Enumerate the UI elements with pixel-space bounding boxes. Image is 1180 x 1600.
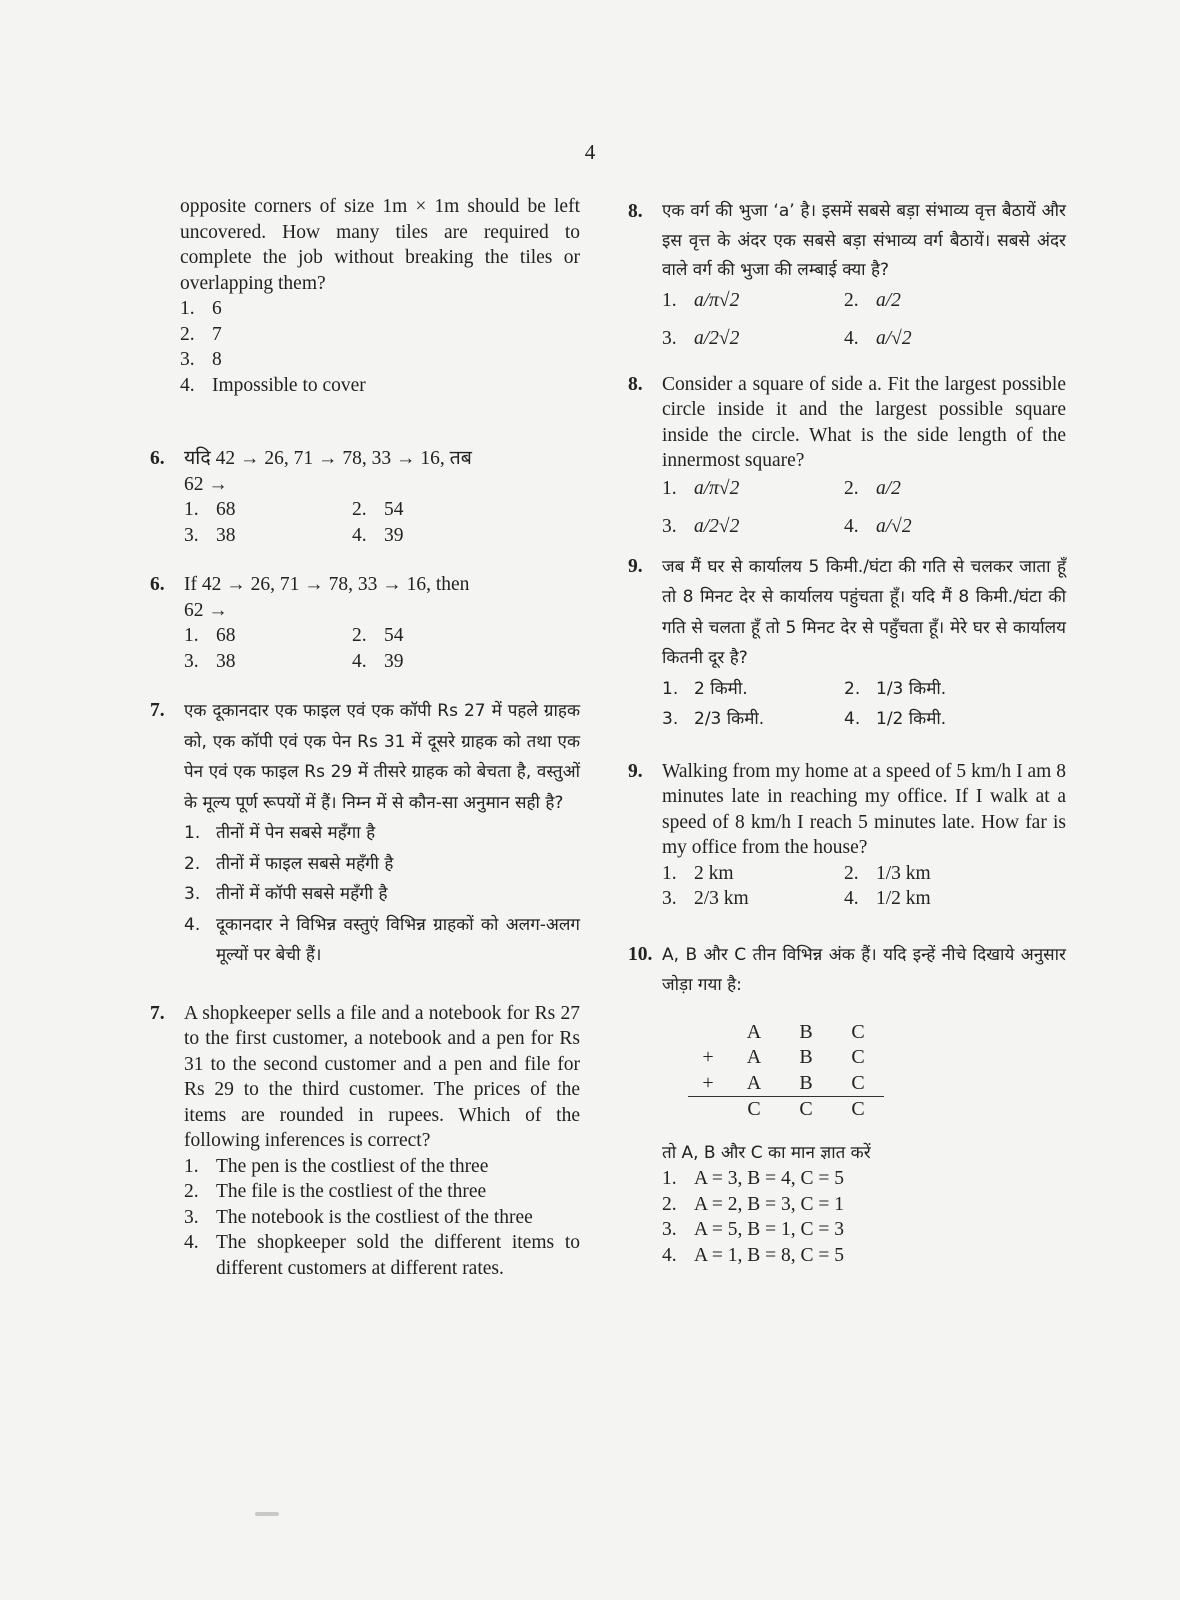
question-prompt: तो A, B और C का मान ज्ञात करें xyxy=(662,1142,871,1163)
option-text: 38 xyxy=(216,650,236,672)
digit-cell: C xyxy=(851,1020,865,1043)
sign-cell: + xyxy=(702,1046,714,1068)
option xyxy=(844,886,1026,912)
option-text: 68 xyxy=(216,625,236,646)
option-text: a/2√2 xyxy=(694,327,740,349)
option-number: 1. xyxy=(184,625,199,646)
option-text: a/2 xyxy=(876,477,901,499)
question-number: 10. xyxy=(628,943,653,965)
option xyxy=(180,347,580,373)
option-text: a/√2 xyxy=(876,327,912,349)
option xyxy=(662,1243,1066,1269)
option-text: The shopkeeper sold the different items to different customers at different rates. xyxy=(216,1232,580,1279)
option xyxy=(662,704,844,735)
option-text: 2 km xyxy=(694,862,734,884)
option-text: दूकानदार ने विभिन्न वस्तुएं विभिन्न ग्राहकों को अलग-अलग मूल्यों पर बेची हैं। xyxy=(216,914,580,965)
option-text: 38 xyxy=(216,524,236,546)
question-text: एक दूकानदार एक फाइल एवं एक कॉपी Rs 27 में पहले ग्राहक को, एक कॉपी एवं एक पेन Rs 31 में दूसरे ग्राहक को तथा एक पेन एवं एक फाइल Rs 29 में तीसरे ग्राहक को बेचता है, वस्तुओं के मूल्य पूर्ण रूपयों में हैं। निम्न में से कौन-सा अनुमान सही है? xyxy=(184,701,580,813)
digit-cell: B xyxy=(799,1071,813,1094)
option-text: a/π√2 xyxy=(694,477,740,499)
option xyxy=(184,910,580,971)
option-text: a/2√2 xyxy=(694,515,740,537)
question-8-english xyxy=(628,372,1066,542)
option-number: 1. xyxy=(662,477,677,499)
option xyxy=(184,818,580,849)
right-column xyxy=(628,197,1066,1268)
digit-cell: A xyxy=(746,1071,762,1094)
option-text: The pen is the costliest of the three xyxy=(216,1155,489,1177)
option xyxy=(844,674,1026,705)
digit-cell: A xyxy=(746,1020,762,1043)
option-text: 6 xyxy=(212,298,222,319)
options-list xyxy=(150,818,580,971)
option-number: 4. xyxy=(844,327,859,349)
option xyxy=(352,623,520,649)
addition-result-row xyxy=(688,1097,884,1123)
option-number: 1. xyxy=(184,499,199,520)
sign-cell: + xyxy=(702,1071,714,1094)
question-text-line2: 62 → xyxy=(184,599,228,621)
question-7-hindi xyxy=(150,696,580,971)
addition-table xyxy=(688,1020,884,1123)
option-number: 2. xyxy=(662,1193,677,1215)
option xyxy=(662,886,844,912)
option xyxy=(184,1230,580,1281)
option xyxy=(184,879,580,910)
option-number: 2. xyxy=(180,323,195,345)
question-number: 7. xyxy=(150,1002,165,1024)
question-9-hindi xyxy=(628,552,1066,735)
option-number: 2. xyxy=(352,499,367,520)
option-number: 1. xyxy=(662,862,677,884)
option-number: 4. xyxy=(844,888,859,909)
options-list xyxy=(180,296,580,398)
digit-cell: C xyxy=(851,1046,865,1068)
option-number: 2. xyxy=(844,862,859,884)
options-grid xyxy=(628,674,1066,735)
question-6-english xyxy=(150,572,580,674)
option xyxy=(184,497,352,523)
option xyxy=(184,623,352,649)
option xyxy=(184,1205,580,1231)
digit-cell: C xyxy=(728,1097,780,1123)
option-text: The file is the costliest of the three xyxy=(216,1181,487,1202)
option-text: 1/2 km xyxy=(876,888,931,909)
option xyxy=(352,523,520,549)
option xyxy=(352,649,520,675)
options-grid xyxy=(628,474,1066,542)
sign-cell xyxy=(688,1020,728,1046)
option-text: The notebook is the costliest of the three xyxy=(216,1206,533,1228)
question-number: 6. xyxy=(150,448,165,469)
option-text: 1/3 किमी. xyxy=(876,678,947,699)
option-text: A = 2, B = 3, C = 1 xyxy=(694,1193,845,1215)
digit-cell: B xyxy=(799,1046,813,1068)
option xyxy=(844,286,1026,316)
option-text: 1/3 km xyxy=(876,862,931,884)
option-number: 3. xyxy=(184,524,199,546)
option xyxy=(662,512,844,542)
option xyxy=(662,861,844,887)
scan-smudge xyxy=(255,1512,279,1516)
question-text: यदि 42 → 26, 71 → 78, 33 → 16, तब xyxy=(184,448,472,469)
option-text: 68 xyxy=(216,499,236,520)
option-number: 1. xyxy=(180,298,195,319)
digit-cell: C xyxy=(851,1071,865,1094)
question-9-english xyxy=(628,759,1066,912)
question-number: 8. xyxy=(628,201,643,222)
option xyxy=(184,523,352,549)
option-number: 3. xyxy=(662,515,677,537)
option-number: 3. xyxy=(662,327,677,349)
digit-cell: C xyxy=(832,1097,884,1123)
option-number: 4. xyxy=(844,515,859,537)
option xyxy=(844,704,1026,735)
option-number: 4. xyxy=(184,914,201,935)
option-text: 8 xyxy=(212,349,222,370)
option xyxy=(844,324,1026,354)
option xyxy=(184,1154,580,1180)
option-text: 7 xyxy=(212,323,222,345)
option-number: 1. xyxy=(184,1155,199,1177)
option-text: 2/3 किमी. xyxy=(694,709,765,729)
option-number: 2. xyxy=(844,289,859,311)
addition-row xyxy=(688,1020,884,1046)
option-number: 1. xyxy=(184,823,201,843)
option-number: 3. xyxy=(184,650,199,672)
question-7-english xyxy=(150,1001,580,1282)
option-text: तीनों में कॉपी सबसे महँगी है xyxy=(216,884,388,904)
option xyxy=(844,512,1026,542)
option-number: 4. xyxy=(352,650,367,672)
question-number: 8. xyxy=(628,373,643,395)
option xyxy=(662,674,844,705)
left-column xyxy=(150,194,580,1281)
option-number: 3. xyxy=(184,1206,199,1228)
option-number: 3. xyxy=(662,888,677,909)
question-text: जब मैं घर से कार्यालय 5 किमी./घंटा की गति से चलकर जाता हूँ तो 8 मिनट देर से कार्यालय पहुंचता हूँ। यदि मैं 8 किमी./घंटा की गति से चलता हूँ तो 5 मिनट देर से पहुँचता हूँ। मेरे घर से कार्यालय कितनी दूर है? xyxy=(662,556,1066,668)
option-number: 2. xyxy=(844,477,859,499)
question-number: 9. xyxy=(628,555,643,577)
options-grid xyxy=(628,286,1066,354)
option xyxy=(844,861,1026,887)
option xyxy=(662,474,844,504)
question-text: opposite corners of size 1m × 1m should be left uncovered. How many tiles are required to complete the job without breaking the tiles or overlapping them? xyxy=(180,196,580,294)
option-text: Impossible to cover xyxy=(212,374,366,396)
option-text: a/√2 xyxy=(876,515,912,537)
option-number: 1. xyxy=(662,289,677,311)
options-list xyxy=(628,1166,1066,1268)
option xyxy=(184,1179,580,1205)
option xyxy=(180,322,580,348)
option-text: 39 xyxy=(384,524,404,546)
question-5-continued xyxy=(150,194,580,398)
option-number: 4. xyxy=(844,709,861,729)
question-10-hindi xyxy=(628,940,1066,1269)
question-text: A, B और C तीन विभिन्न अंक हैं। यदि इन्हें नीचे दिखाये अनुसार जोड़ा गया है: xyxy=(662,944,1066,995)
option-number: 4. xyxy=(180,374,195,396)
question-6-hindi xyxy=(150,446,580,548)
option-text: A = 3, B = 4, C = 5 xyxy=(694,1168,845,1189)
option-text: 2 किमी. xyxy=(694,678,748,699)
option-text: 54 xyxy=(384,499,404,520)
question-text-line2: 62 → xyxy=(184,473,228,495)
sign-cell xyxy=(688,1097,728,1123)
option xyxy=(184,849,580,880)
option-text: 54 xyxy=(384,625,404,646)
option xyxy=(180,373,580,399)
option-number: 2. xyxy=(184,1181,199,1202)
question-8-hindi xyxy=(628,197,1066,354)
option-number: 4. xyxy=(352,524,367,546)
addition-row xyxy=(688,1071,884,1097)
option-number: 2. xyxy=(352,625,367,646)
question-number: 9. xyxy=(628,760,643,782)
option xyxy=(184,649,352,675)
option-number: 3. xyxy=(662,709,679,729)
addition-row xyxy=(688,1045,884,1071)
option xyxy=(844,474,1026,504)
question-text: A shopkeeper sells a file and a notebook for Rs 27 to the first customer, a notebook and a pen for Rs 31 to the second customer and a pen and file for Rs 29 to the third customer. The prices of the items are rounded in rupees. Which of the following inferences is correct? xyxy=(184,1002,580,1151)
option-text: a/π√2 xyxy=(694,289,740,311)
option-text: 1/2 किमी. xyxy=(876,709,947,729)
digit-cell: C xyxy=(780,1097,832,1123)
question-number: 7. xyxy=(150,700,165,721)
option-text: A = 5, B = 1, C = 3 xyxy=(694,1219,845,1240)
page-number: 4 xyxy=(584,140,596,164)
option-number: 3. xyxy=(184,884,201,904)
options-grid xyxy=(628,861,1066,912)
question-number: 6. xyxy=(150,574,165,595)
option xyxy=(662,1192,1066,1218)
question-text: Consider a square of side a. Fit the largest possible circle inside it and the largest possible square inside the circle. What is the side length of the innermost square? xyxy=(662,373,1066,471)
option-number: 2. xyxy=(184,853,201,874)
digit-cell: A xyxy=(746,1046,762,1068)
option-text: a/2 xyxy=(876,289,901,311)
option-text: 2/3 km xyxy=(694,888,749,909)
question-text: Walking from my home at a speed of 5 km/h I am 8 minutes late in reaching my office. If I walk at a speed of 8 km/h I reach 5 minutes late. How far is my office from the house? xyxy=(662,760,1066,858)
option-number: 3. xyxy=(662,1219,677,1240)
question-text: एक वर्ग की भुजा ‘a’ है। इसमें सबसे बड़ा संभाव्य वृत्त बैठायें और इस वृत्त के अंदर एक सबसे बड़ा संभाव्य वर्ग बैठायें। सबसे अंदर वाले वर्ग की भुजा की लम्बाई क्या है? xyxy=(662,201,1066,280)
option xyxy=(662,324,844,354)
option-number: 1. xyxy=(662,1168,677,1189)
option xyxy=(180,296,580,322)
option-number: 1. xyxy=(662,678,679,699)
digit-cell: B xyxy=(799,1020,813,1043)
option-number: 2. xyxy=(844,678,861,699)
options-grid xyxy=(150,497,580,548)
question-text: If 42 → 26, 71 → 78, 33 → 16, then xyxy=(184,574,470,595)
options-grid xyxy=(150,623,580,674)
options-list xyxy=(150,1154,580,1282)
option xyxy=(662,1166,1066,1192)
option-text: तीनों में पेन सबसे महँगा है xyxy=(216,823,376,843)
option-number: 4. xyxy=(662,1244,677,1266)
option xyxy=(662,1217,1066,1243)
option-text: 39 xyxy=(384,650,404,672)
option-number: 4. xyxy=(184,1232,199,1253)
option-text: A = 1, B = 8, C = 5 xyxy=(694,1244,845,1266)
option xyxy=(352,497,520,523)
option-text: तीनों में फाइल सबसे महँगी है xyxy=(216,853,394,874)
option-number: 3. xyxy=(180,349,195,370)
option xyxy=(662,286,844,316)
